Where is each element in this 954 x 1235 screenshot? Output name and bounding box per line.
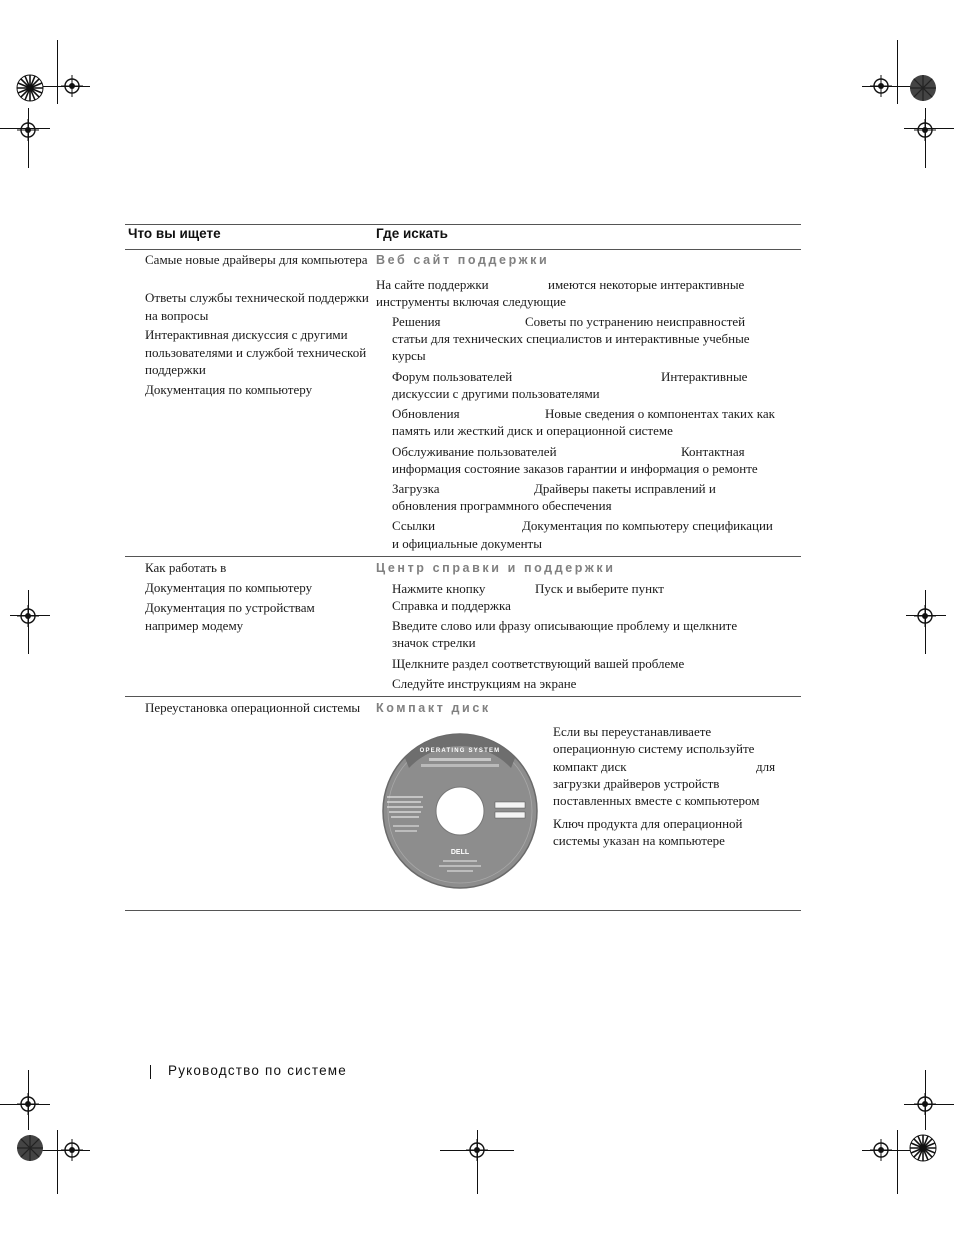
footer-divider <box>150 1065 151 1079</box>
intro-text: На сайте поддержки <box>376 277 489 292</box>
entry-text: память или жесткий диск и операционной системе <box>392 423 673 438</box>
entry-text: Советы по устранению неисправностей <box>525 314 746 329</box>
section-heading: Центр справки и поддержки <box>376 561 616 575</box>
section-heading: Компакт диск <box>376 701 491 715</box>
step-text: Нажмите кнопку <box>392 581 486 596</box>
cd-text: поставленных вместе с компьютером <box>553 793 760 808</box>
row-rule <box>125 556 801 557</box>
cd-text: Ключ продукта для операционной <box>553 816 743 831</box>
cd-disc-image <box>381 732 539 890</box>
list-item: Документация по устройствам например модему <box>145 600 315 633</box>
section-heading: Веб сайт поддержки <box>376 253 550 267</box>
entry-text: Интерактивные <box>661 369 748 384</box>
list-item: Интерактивная дискуссия с другими пользователями и службой технической поддержки <box>145 327 367 377</box>
step-text: значок стрелки <box>392 635 476 650</box>
registration-target-icon <box>914 119 936 141</box>
star-target-icon <box>16 1134 44 1162</box>
entry-title: Обновления <box>392 406 460 421</box>
list-item: Переустановка операционной системы <box>145 700 361 715</box>
entry-text: информация состояние заказов гарантии и информация о ремонте <box>392 461 758 476</box>
star-target-icon <box>909 1134 937 1162</box>
intro-text: имеются некоторые интерактивные <box>548 277 745 292</box>
list-item: Самые новые драйверы для компьютера <box>145 252 368 267</box>
registration-target-icon <box>17 605 39 627</box>
registration-target-icon <box>17 1093 39 1115</box>
registration-target-icon <box>17 119 39 141</box>
star-target-icon <box>16 74 44 102</box>
entry-text: Контактная <box>681 444 745 459</box>
entry-text: Драйверы пакеты исправлений и <box>534 481 716 496</box>
entry-title: Решения <box>392 314 441 329</box>
entry-title: Ссылки <box>392 518 436 533</box>
entry-title: Обслуживание пользователей <box>392 444 557 459</box>
step-text: Справка и поддержка <box>392 598 511 613</box>
cd-text: для <box>756 759 776 774</box>
registration-target-icon <box>914 605 936 627</box>
list-item: Как работать в <box>145 560 227 575</box>
step-text: Пуск и выберите пункт <box>535 581 664 596</box>
step-text: Введите слово или фразу описывающие проблему и щелкните <box>392 618 738 633</box>
entry-title: Форум пользователей <box>392 369 513 384</box>
star-target-icon <box>909 74 937 102</box>
registration-target-icon <box>914 1093 936 1115</box>
column-header-what: Что вы ищете <box>128 226 221 241</box>
intro-text: инструменты включая следующие <box>376 294 566 309</box>
footer-title: Руководство по системе <box>168 1063 347 1078</box>
cd-label-text: OPERATING SYSTEM <box>419 748 501 754</box>
entry-text: курсы <box>392 348 426 363</box>
list-item: Документация по компьютеру <box>145 580 313 595</box>
table-bottom-rule <box>125 910 801 911</box>
registration-target-icon <box>466 1139 488 1161</box>
registration-target-icon <box>61 75 83 97</box>
row-rule <box>125 696 801 697</box>
column-header-where: Где искать <box>376 226 448 241</box>
entry-text: дискуссии с другими пользователями <box>392 386 600 401</box>
step-text: Следуйте инструкциям на экране <box>392 676 577 691</box>
cd-text: компакт диск <box>553 759 627 774</box>
list-item: Документация по компьютеру <box>145 382 313 397</box>
dell-logo: DELL <box>450 849 470 856</box>
list-item: Ответы службы технической поддержки на вопросы <box>145 290 369 323</box>
cd-text: системы указан на компьютере <box>553 833 725 848</box>
entry-text: Документация по компьютеру спецификации <box>522 518 773 533</box>
registration-target-icon <box>870 1139 892 1161</box>
header-rule <box>125 249 801 250</box>
step-text: Щелкните раздел соответствующий вашей проблеме <box>392 656 685 671</box>
cd-text: Если вы переустанавливаете <box>553 724 712 739</box>
entry-text: статьи для технических специалистов и интерактивные учебные <box>392 331 750 346</box>
registration-target-icon <box>870 75 892 97</box>
entry-text: и официальные документы <box>392 536 542 551</box>
entry-text: обновления программного обеспечения <box>392 498 612 513</box>
registration-target-icon <box>61 1139 83 1161</box>
cd-text: операционную систему используйте <box>553 741 755 756</box>
entry-text: Новые сведения о компонентах таких как <box>545 406 775 421</box>
entry-title: Загрузка <box>392 481 440 496</box>
cd-text: загрузки драйверов устройств <box>553 776 720 791</box>
table-top-rule <box>125 224 801 225</box>
